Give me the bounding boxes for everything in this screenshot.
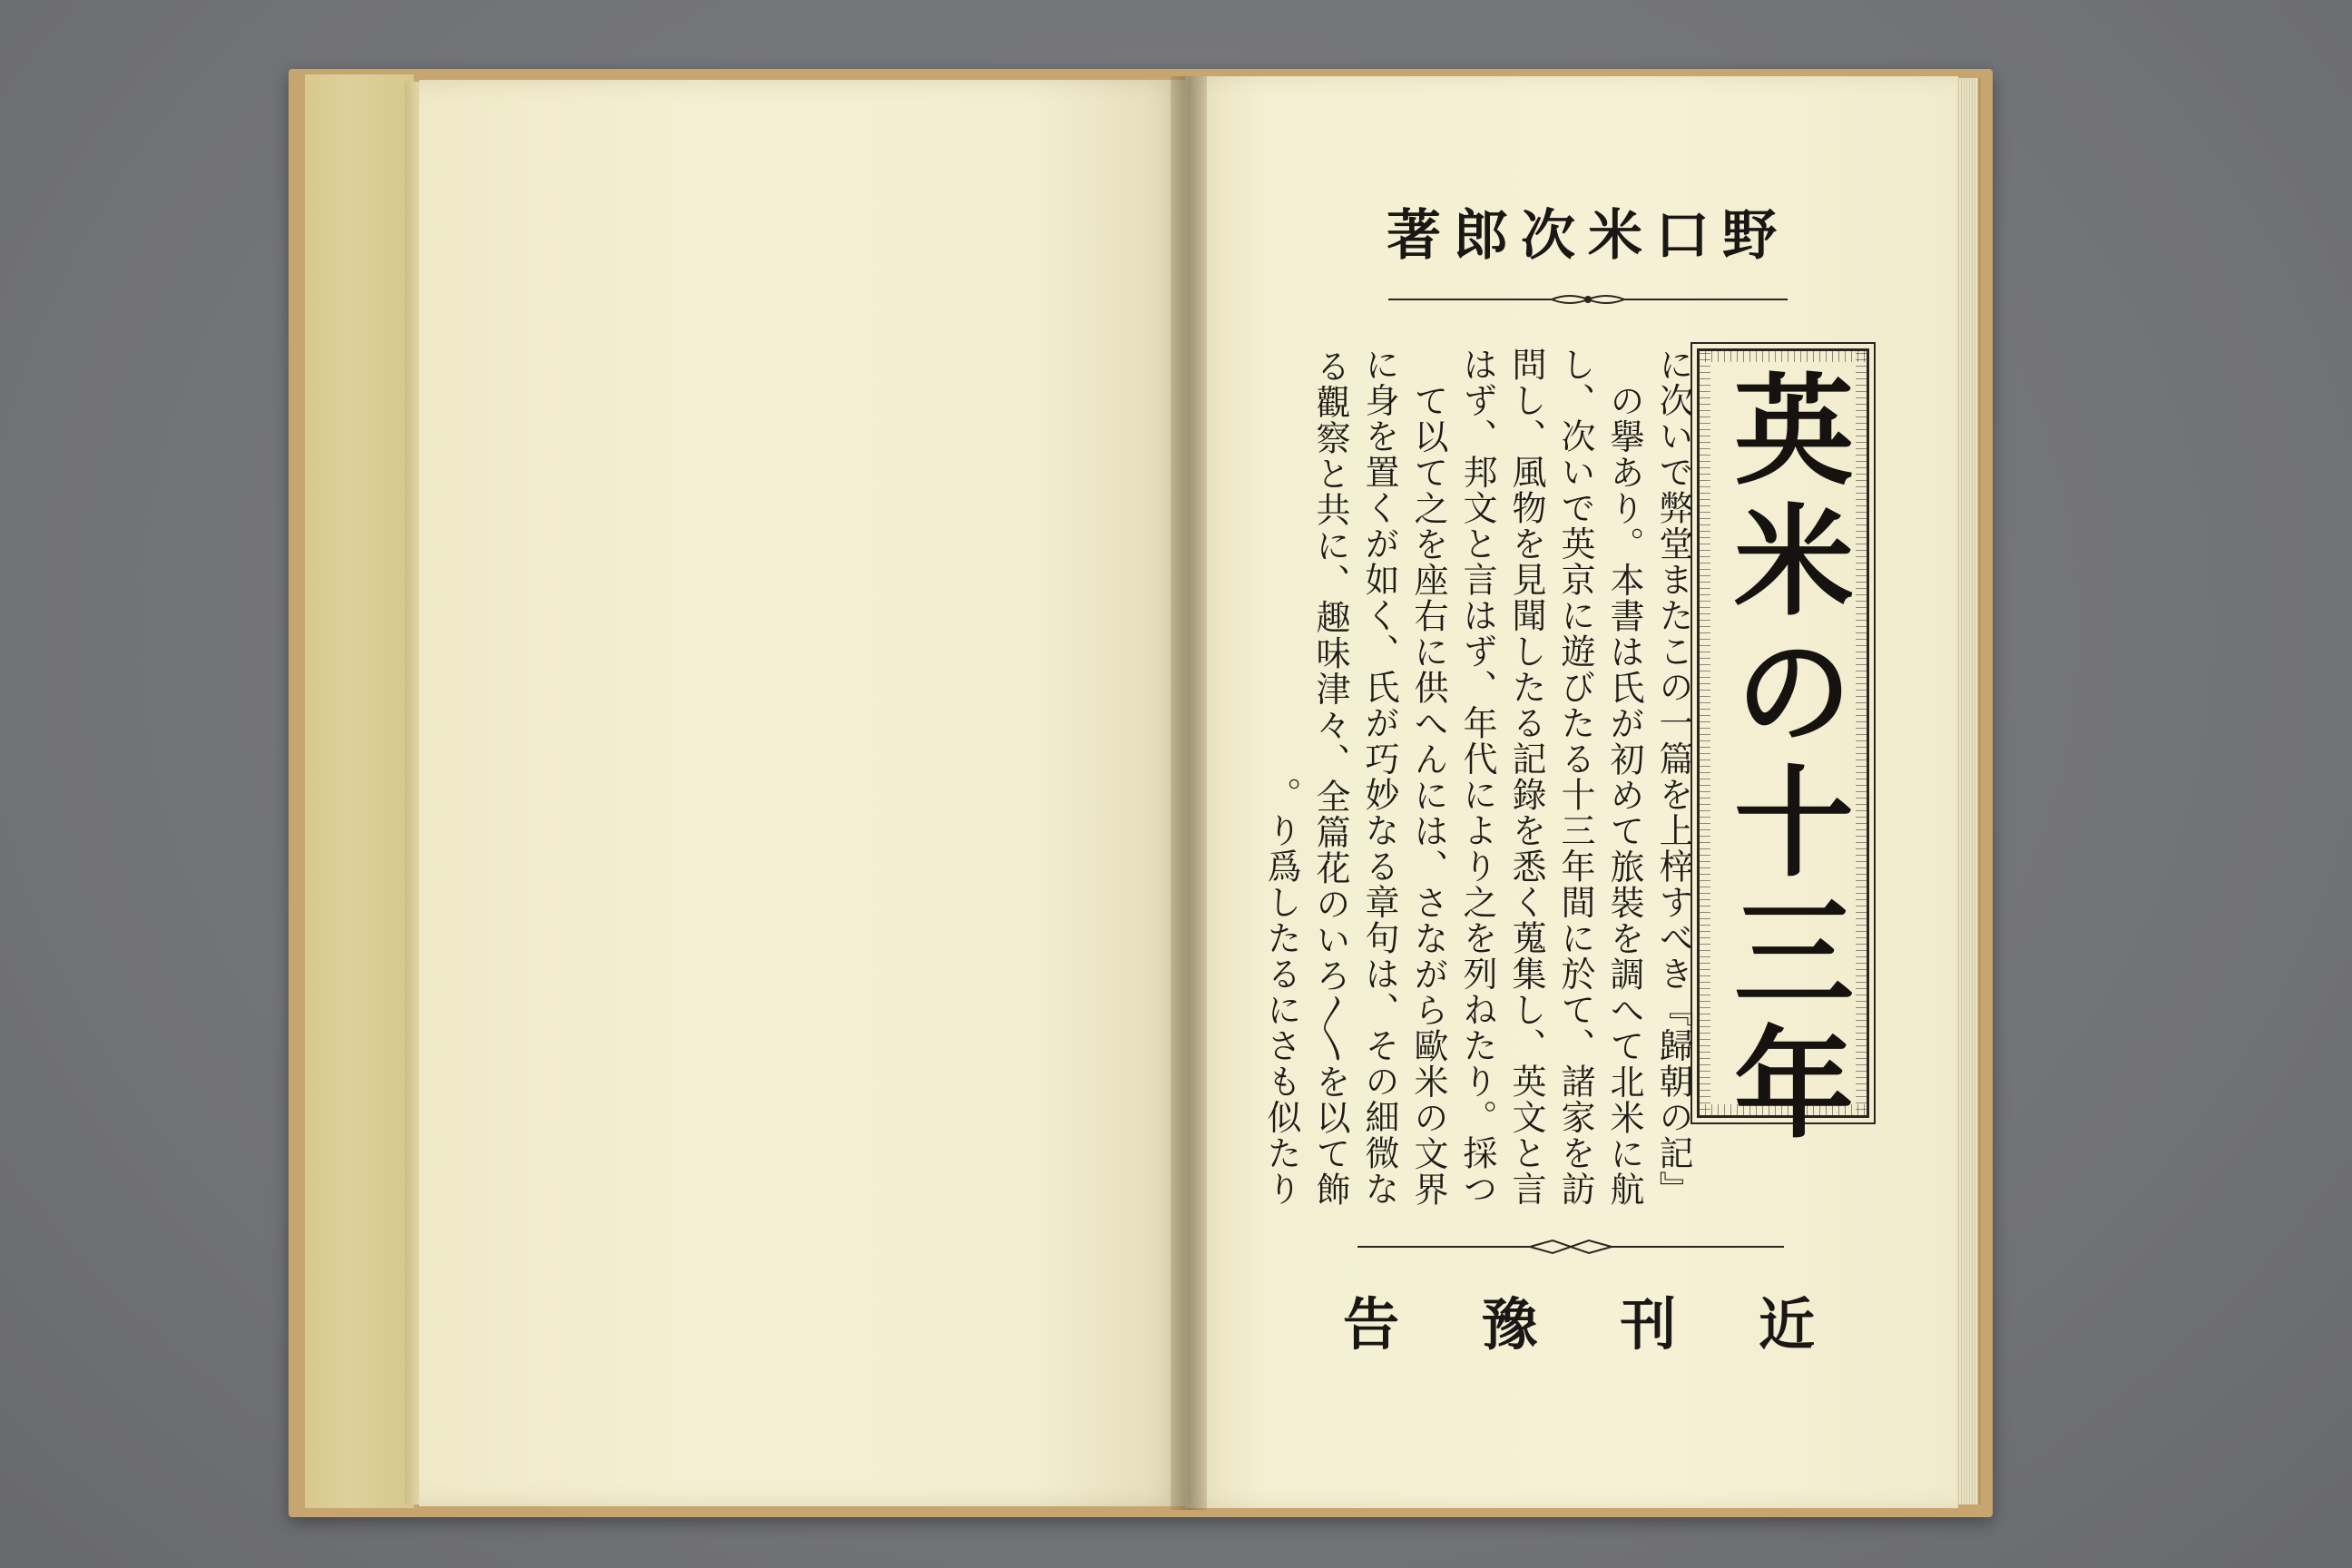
author-line: 野口米次郎著: [1387, 204, 1789, 268]
left-page-blank: [419, 80, 1185, 1506]
notice-char: 告: [1343, 1291, 1400, 1357]
body-column: 『歸朝の記』に次いで弊堂またこの一篇を上梓すべき: [1653, 347, 1693, 1207]
ornament-rule-top: [1388, 290, 1788, 309]
endpaper-edge: [305, 74, 414, 1508]
forthcoming-notice: [1343, 1279, 1815, 1360]
ornament-rule-bottom: [1357, 1238, 1784, 1256]
title-frame: [1697, 348, 1869, 1152]
body-text: [1257, 336, 1694, 1207]
body-column: て以て之を座右に供へんには、さながら歐米の文界: [1408, 382, 1448, 1207]
body-column: の擧あり。本書は氏が初めて旅裝を調へて北米に航: [1604, 382, 1644, 1207]
body-column: に身を置くが如く、氏が巧妙なる章句は、その細微な: [1359, 347, 1399, 1207]
body-column: 問し、風物を見聞したる記錄を悉く蒐集し、英文と言: [1506, 347, 1546, 1207]
notice-char: 豫: [1481, 1291, 1538, 1357]
fore-edge-page-stack: [1956, 78, 1981, 1504]
notice-char: 刊: [1620, 1291, 1677, 1357]
body-column: り爲したるにさも似たり。: [1261, 777, 1301, 1207]
notice-char: 近: [1758, 1291, 1815, 1357]
body-column: し、次いで英京に遊びたる十三年間に於て、諸家を訪: [1555, 347, 1595, 1207]
book-gutter: [1171, 76, 1207, 1510]
book-title: 英米の十三年: [1713, 368, 1854, 1152]
body-column: はず、邦文と言はず、年代により之を列ねたり。採つ: [1457, 347, 1497, 1207]
body-column: る觀察と共に、趣味津々、全篇花のいろ〳〵を以て飾: [1310, 348, 1350, 1207]
